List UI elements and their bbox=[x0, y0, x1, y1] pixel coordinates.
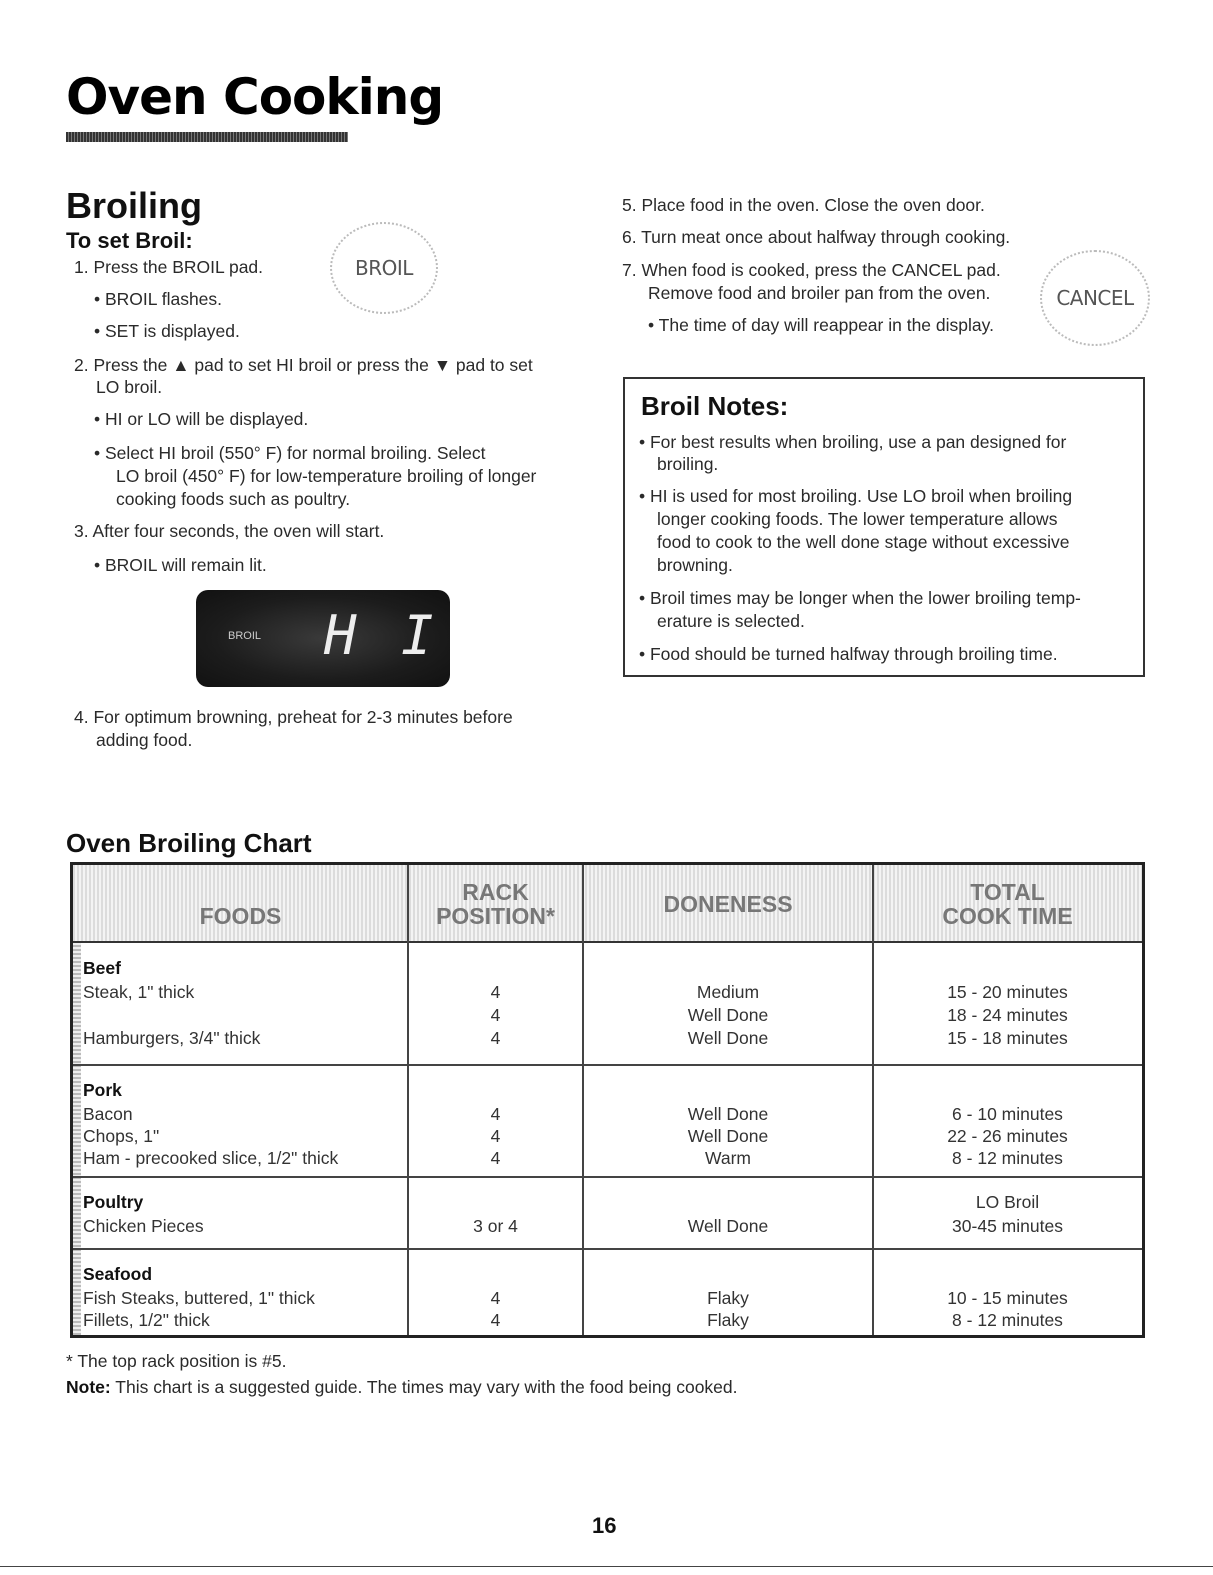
title-underline bbox=[66, 132, 348, 142]
chart-note-label: Note: bbox=[66, 1377, 111, 1397]
chart-cell-col-3: 8 - 12 minutes bbox=[952, 1310, 1063, 1330]
step-4-line-2: adding food. bbox=[96, 730, 193, 750]
oven-broiling-chart bbox=[70, 862, 1145, 1338]
chart-header-text-3 bbox=[942, 880, 1072, 928]
chart-category-time-note: LO Broil bbox=[975, 1192, 1040, 1212]
chart-cell-col-1: 4 bbox=[490, 1104, 501, 1124]
broiling-heading: Broiling bbox=[66, 185, 202, 226]
chart-column-divider bbox=[582, 865, 584, 1335]
chart-cell-food: Fillets, 1/2" thick bbox=[83, 1310, 210, 1330]
chart-cell-col-1: 3 or 4 bbox=[473, 1216, 518, 1236]
chart-header-line: DONENESS bbox=[663, 891, 793, 917]
note-2-line-4: browning. bbox=[657, 555, 733, 575]
step-7-line-2: Remove food and broiler pan from the oven. bbox=[648, 283, 991, 303]
step-1-bullet-2: • SET is displayed. bbox=[94, 321, 240, 341]
chart-cell-col-2: Medium bbox=[696, 982, 760, 1002]
step-7-bullet-1: • The time of day will reappear in the display. bbox=[648, 315, 994, 335]
note-3-line-2: erature is selected. bbox=[657, 611, 805, 631]
page-number: 16 bbox=[592, 1513, 617, 1538]
note-2-line-3: food to cook to the well done stage without excessive bbox=[657, 532, 1070, 552]
chart-cell-food: Fish Steaks, buttered, 1" thick bbox=[83, 1288, 315, 1308]
step-1-bullet-1: • BROIL flashes. bbox=[94, 289, 223, 309]
chart-cell-col-3: 15 - 18 minutes bbox=[947, 1028, 1068, 1048]
chart-header-line: COOK TIME bbox=[942, 903, 1073, 929]
display-readout: H I bbox=[324, 604, 440, 667]
chart-cell-col-1: 4 bbox=[490, 1028, 501, 1048]
step-5: 5. Place food in the oven. Close the oven door. bbox=[622, 195, 985, 215]
step-6: 6. Turn meat once about halfway through cooking. bbox=[622, 227, 1011, 247]
step-2-line-2: LO broil. bbox=[96, 377, 163, 397]
chart-group-divider bbox=[73, 1064, 1142, 1066]
chart-cell-col-3: 8 - 12 minutes bbox=[952, 1148, 1063, 1168]
chart-header-3 bbox=[873, 865, 1142, 943]
step-4-line-1: 4. For optimum browning, preheat for 2-3 minutes before bbox=[74, 707, 513, 727]
rack-footnote: * The top rack position is #5. bbox=[66, 1351, 287, 1371]
chart-cell-col-1: 4 bbox=[490, 1126, 501, 1146]
chart-cell-col-2: Flaky bbox=[707, 1288, 749, 1308]
chart-cell-food: Ham - precooked slice, 1/2" thick bbox=[83, 1148, 339, 1168]
chart-header-text-0 bbox=[200, 904, 282, 928]
cancel-pad bbox=[1040, 250, 1150, 346]
chart-category-poultry: Poultry bbox=[83, 1192, 144, 1212]
chart-category-pork: Pork bbox=[83, 1080, 122, 1100]
bottom-rule bbox=[0, 1566, 1213, 1567]
chart-cell-food: Chicken Pieces bbox=[83, 1216, 204, 1236]
chart-cell-food: Hamburgers, 3/4" thick bbox=[83, 1028, 261, 1048]
chart-left-shading bbox=[73, 943, 81, 1335]
chart-cell-col-2: Well Done bbox=[687, 1216, 769, 1236]
oven-display-panel bbox=[196, 590, 450, 687]
chart-cell-col-3: 10 - 15 minutes bbox=[947, 1288, 1068, 1308]
chart-header-1 bbox=[408, 865, 583, 943]
note-4: • Food should be turned halfway through broiling time. bbox=[639, 644, 1058, 664]
chart-cell-col-1: 4 bbox=[490, 1005, 501, 1025]
step-1: 1. Press the BROIL pad. bbox=[74, 257, 264, 277]
chart-cell-col-2: Well Done bbox=[687, 1126, 769, 1146]
broil-pad-label: BROIL bbox=[355, 256, 413, 280]
chart-cell-col-2: Well Done bbox=[687, 1028, 769, 1048]
note-3-line-1: • Broil times may be longer when the lower broiling temp- bbox=[639, 588, 1081, 608]
chart-group-divider bbox=[73, 1248, 1142, 1250]
step-7-line-1: 7. When food is cooked, press the CANCEL pad. bbox=[622, 260, 1001, 280]
step-2-bullet-2-line-1: • Select HI broil (550° F) for normal broiling. Select bbox=[94, 443, 486, 463]
chart-header-text-2 bbox=[663, 892, 792, 916]
chart-cell-col-3: 6 - 10 minutes bbox=[952, 1104, 1063, 1124]
display-broil-indicator: BROIL bbox=[228, 630, 262, 642]
chart-cell-food: Steak, 1" thick bbox=[83, 982, 195, 1002]
cancel-pad-label: CANCEL bbox=[1056, 286, 1134, 310]
chart-category-beef: Beef bbox=[83, 958, 121, 978]
step-3-bullet-1: • BROIL will remain lit. bbox=[94, 555, 267, 575]
chart-group-divider bbox=[73, 1176, 1142, 1178]
chart-column-divider bbox=[872, 865, 874, 1335]
chart-header-line: FOODS bbox=[199, 903, 282, 929]
chart-cell-food: Bacon bbox=[83, 1104, 133, 1124]
broil-notes-box bbox=[623, 377, 1145, 677]
chart-cell-col-2: Flaky bbox=[707, 1310, 749, 1330]
note-2-line-2: longer cooking foods. The lower temperature allows bbox=[657, 509, 1058, 529]
chart-cell-col-2: Well Done bbox=[687, 1005, 769, 1025]
step-2-bullet-2-line-2: LO broil (450° F) for low-temperature broiling of longer bbox=[116, 466, 537, 486]
to-set-broil-subheading: To set Broil: bbox=[66, 228, 193, 253]
step-2-bullet-2-line-3: cooking foods such as poultry. bbox=[116, 489, 351, 509]
chart-title: Oven Broiling Chart bbox=[66, 828, 312, 858]
broil-pad bbox=[330, 222, 438, 314]
step-2-bullet-1: • HI or LO will be displayed. bbox=[94, 409, 309, 429]
chart-note-text: This chart is a suggested guide. The times may vary with the food being cooked. bbox=[115, 1377, 738, 1397]
chart-cell-col-3: 15 - 20 minutes bbox=[947, 982, 1068, 1002]
chart-cell-col-3: 30-45 minutes bbox=[952, 1216, 1063, 1236]
chart-header-0 bbox=[73, 865, 408, 943]
chart-header-text-1 bbox=[436, 880, 555, 928]
chart-header-line: RACK bbox=[462, 879, 529, 905]
broil-notes-heading: Broil Notes: bbox=[641, 391, 789, 421]
step-2-line-1: 2. Press the ▲ pad to set HI broil or press the ▼ pad to set bbox=[74, 355, 533, 375]
chart-cell-col-1: 4 bbox=[490, 1288, 501, 1308]
step-3: 3. After four seconds, the oven will start. bbox=[74, 521, 385, 541]
chart-cell-food: Chops, 1" bbox=[83, 1126, 160, 1146]
page-title: Oven Cooking bbox=[66, 68, 444, 126]
chart-header-line: TOTAL bbox=[970, 879, 1045, 905]
chart-category-seafood: Seafood bbox=[83, 1264, 153, 1284]
chart-cell-col-3: 22 - 26 minutes bbox=[947, 1126, 1068, 1146]
chart-cell-col-2: Well Done bbox=[687, 1104, 769, 1124]
note-1-line-2: broiling. bbox=[657, 454, 719, 474]
chart-header-2 bbox=[583, 865, 873, 943]
chart-header-line: POSITION* bbox=[436, 903, 555, 929]
chart-cell-col-2: Warm bbox=[704, 1148, 751, 1168]
chart-column-divider bbox=[407, 865, 409, 1335]
chart-cell-col-1: 4 bbox=[490, 1148, 501, 1168]
note-2-line-1: • HI is used for most broiling. Use LO broil when broiling bbox=[639, 486, 1073, 506]
chart-cell-col-1: 4 bbox=[490, 982, 501, 1002]
chart-cell-col-3: 18 - 24 minutes bbox=[947, 1005, 1068, 1025]
chart-note bbox=[66, 1376, 738, 1398]
chart-cell-col-1: 4 bbox=[490, 1310, 501, 1330]
note-1-line-1: • For best results when broiling, use a pan designed for bbox=[639, 432, 1067, 452]
